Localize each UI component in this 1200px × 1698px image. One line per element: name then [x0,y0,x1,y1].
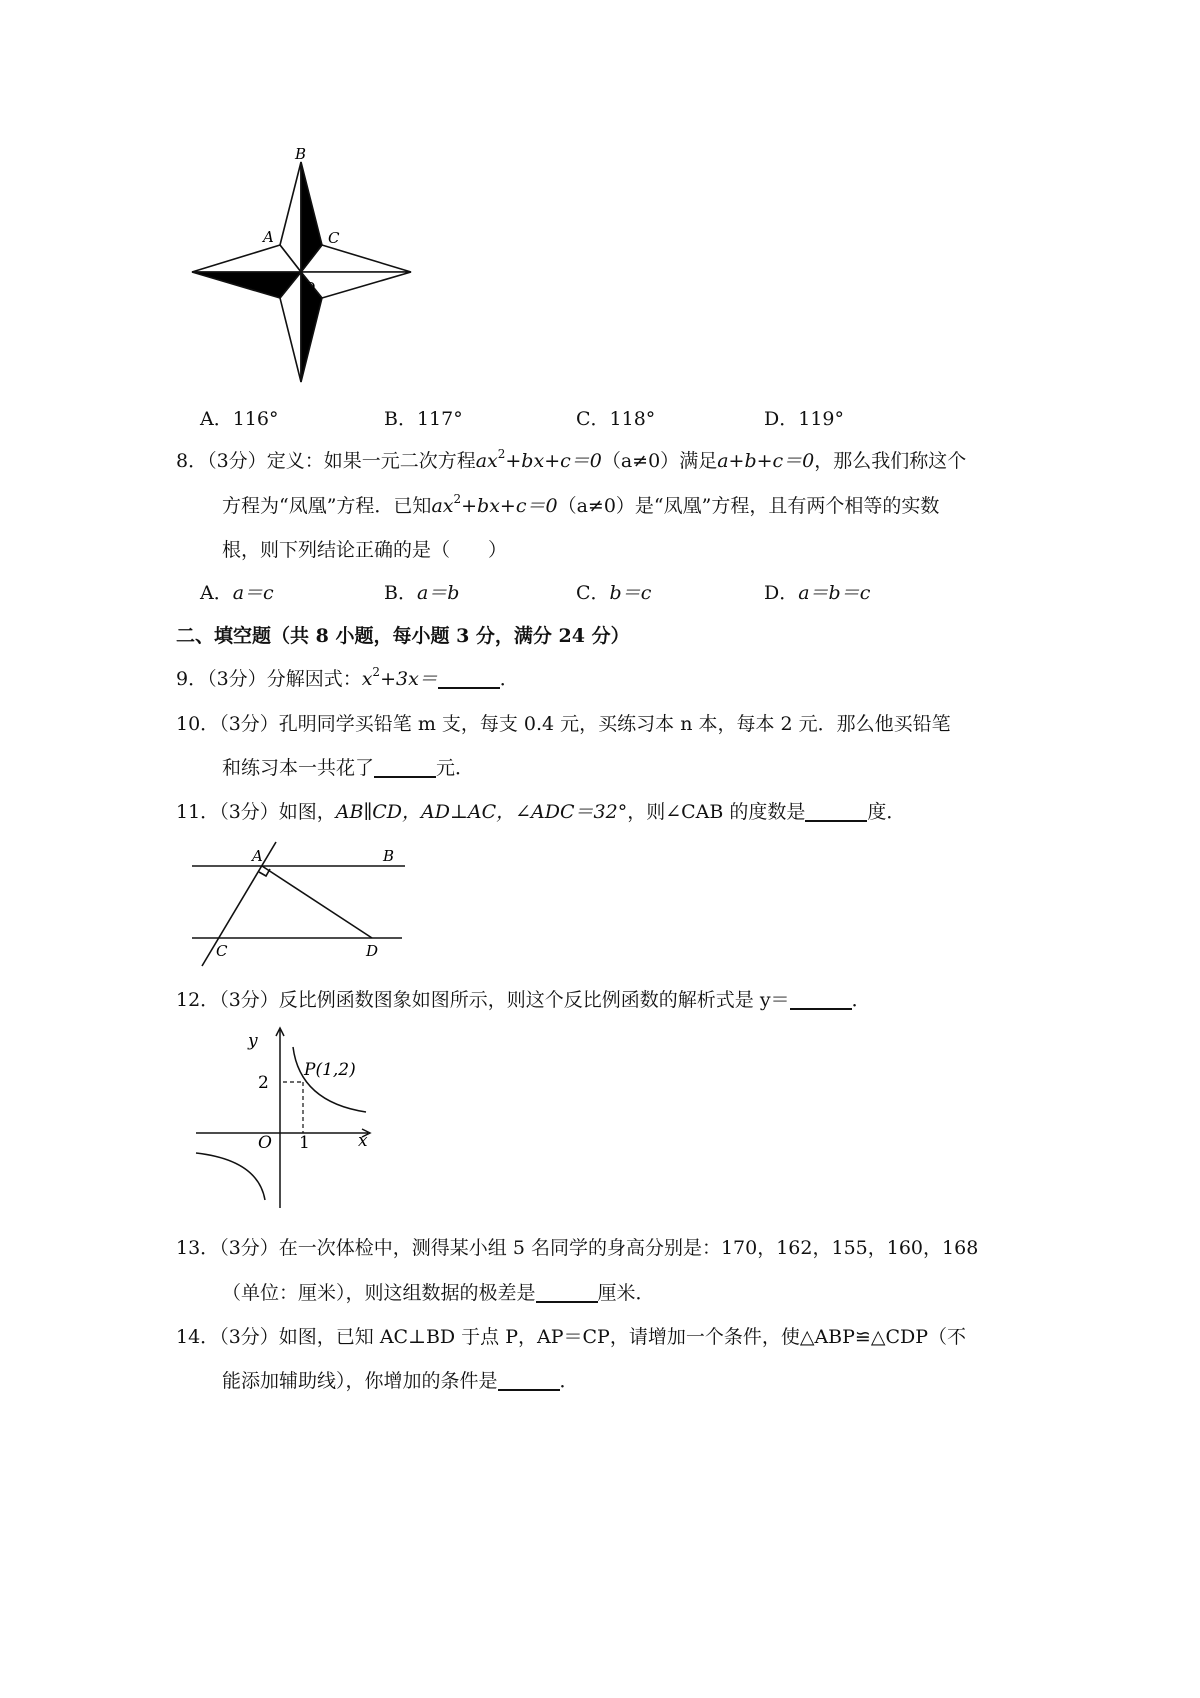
q12-graph [190,1024,380,1214]
q11-mid: ，则∠CAB 的度数是 [627,801,806,823]
q8-eq-rest: +bx+c＝0 [505,450,602,472]
q8-eq-rest-2: +bx+c＝0 [461,495,558,517]
q8-option-c-expr: b＝c [609,582,652,604]
q8-option-a-letter: A． [200,582,233,604]
q9-line [176,666,519,692]
q12-point-label: P(1,2) [304,1060,356,1080]
q8-mid: 满足 [679,450,718,472]
q14-line-1 [176,1324,966,1350]
q8-score: （3分） [207,450,267,472]
q8-number: 8． [176,450,208,472]
q8-eq-a: ax [475,450,498,472]
q12-text: 反比例函数图象如图所示，则这个反比例函数的解析式是 y＝ [278,989,790,1011]
q14-line2-pre: 能添加辅助线），你增加的条件是 [222,1370,498,1392]
q8-text: 定义：如果一元二次方程 [266,450,476,472]
q10-line-2 [222,755,474,781]
q10-line1-text: 孔明同学买铅笔 m 支，每支 0.4 元，买练习本 n 本，每本 2 元．那么他买铅笔 [278,713,951,735]
q11-number: 11． [176,801,220,823]
q7-option-b[interactable]: B．117° [384,408,463,430]
q8-eq-sq: 2 [497,447,506,461]
q12-tick-x: 1 [299,1133,310,1153]
q8-post: ，那么我们称这个 [814,450,967,472]
q12-tick-y: 2 [258,1073,269,1093]
q8-option-d[interactable] [764,580,870,606]
q13-answer-blank[interactable] [536,1281,598,1303]
q8-cond-2: （a≠0） [557,495,635,517]
q8-line-1 [176,448,966,474]
q8-option-c-letter: C． [576,582,610,604]
q8-option-d-letter: D． [764,582,799,604]
q13-line1-text: 在一次体检中，测得某小组 5 名同学的身高分别是：170，162，155，160，168 [278,1237,979,1259]
q11-answer-blank[interactable] [805,800,867,822]
q11-cond: AB∥CD，AD⊥AC，∠ADC＝32° [335,801,628,823]
q10-line2-post: 元． [436,757,475,779]
q9-rest: +3x＝ [380,668,438,690]
q12-origin-label: O [258,1133,272,1153]
q7-option-a[interactable]: A．116° [200,408,279,430]
q11-label-d: D [366,942,379,960]
q14-answer-blank[interactable] [498,1369,560,1391]
q8-option-a[interactable] [200,580,274,606]
q8-option-c[interactable] [576,580,651,606]
q9-number: 9． [176,668,208,690]
section-2-title: 二、填空题（共 8 小题，每小题 3 分，满分 24 分） [176,625,630,647]
q10-line-1 [176,711,951,737]
q8-line-3: 根，则下列结论正确的是（ ） [222,539,508,561]
q10-score: （3分） [219,713,279,735]
q10-number: 10． [176,713,220,735]
q11-label-c: C [216,942,228,960]
q14-line1-text: 如图，已知 AC⊥BD 于点 P，AP＝CP，请增加一个条件，使△ABP≌△CDP（不 [278,1326,967,1348]
q8-eq-a-2: ax [431,495,454,517]
q12-y-axis-label: y [248,1031,258,1051]
q13-line-1 [176,1235,978,1261]
q11-pre: 如图， [278,801,336,823]
q11-label-b: B [383,847,395,865]
q8-option-a-expr: a＝c [232,582,274,604]
q11-line [176,799,905,825]
q11-label-a: A [252,847,263,865]
q12-score: （3分） [219,989,279,1011]
q9-sq: 2 [372,665,381,679]
q12-answer-blank[interactable] [790,988,852,1010]
q8-line2-pre: 方程为“凤凰”方程．已知 [222,495,432,517]
q8-option-b[interactable] [384,580,459,606]
q8-cond: （a≠0） [601,450,680,472]
q9-x: x [361,668,373,690]
q14-line-2 [222,1368,579,1394]
q13-line-2 [222,1280,655,1306]
q12-x-axis-label: x [358,1131,368,1151]
label-b: B [295,145,307,163]
q9-text: 分解因式： [266,668,362,690]
q11-score: （3分） [219,801,279,823]
q8-sum: a+b+c＝0 [717,450,815,472]
q9-answer-blank[interactable] [438,667,500,689]
q8-option-b-letter: B． [384,582,417,604]
q7-option-c[interactable]: C．118° [576,408,656,430]
q9-score: （3分） [207,668,267,690]
q8-option-d-expr: a＝b＝c [798,582,871,604]
label-a: A [263,228,274,246]
label-o: O [303,279,316,297]
q7-star-figure [185,140,425,390]
q13-line2-pre: （单位：厘米），则这组数据的极差是 [222,1282,536,1304]
q14-score: （3分） [219,1326,279,1348]
q12-line [176,987,871,1013]
q7-option-d[interactable]: D．119° [764,408,844,430]
q13-number: 13． [176,1237,220,1259]
q8-line-2 [222,493,939,519]
q10-answer-blank[interactable] [374,756,436,778]
q11-figure [185,840,415,970]
q12-number: 12． [176,989,220,1011]
q9-end: ． [499,668,519,690]
q12-end: ． [851,989,871,1011]
q8-option-b-expr: a＝b [416,582,460,604]
q8-line2-post: 是“凤凰”方程，且有两个相等的实数 [634,495,940,517]
q8-eq-sq-2: 2 [453,492,462,506]
q14-number: 14． [176,1326,220,1348]
q13-score: （3分） [219,1237,279,1259]
q13-line2-post: 厘米． [597,1282,655,1304]
q11-post: 度． [867,801,906,823]
label-c: C [328,229,340,247]
q10-line2-pre: 和练习本一共花了 [222,757,375,779]
q14-line2-post: ． [559,1370,579,1392]
